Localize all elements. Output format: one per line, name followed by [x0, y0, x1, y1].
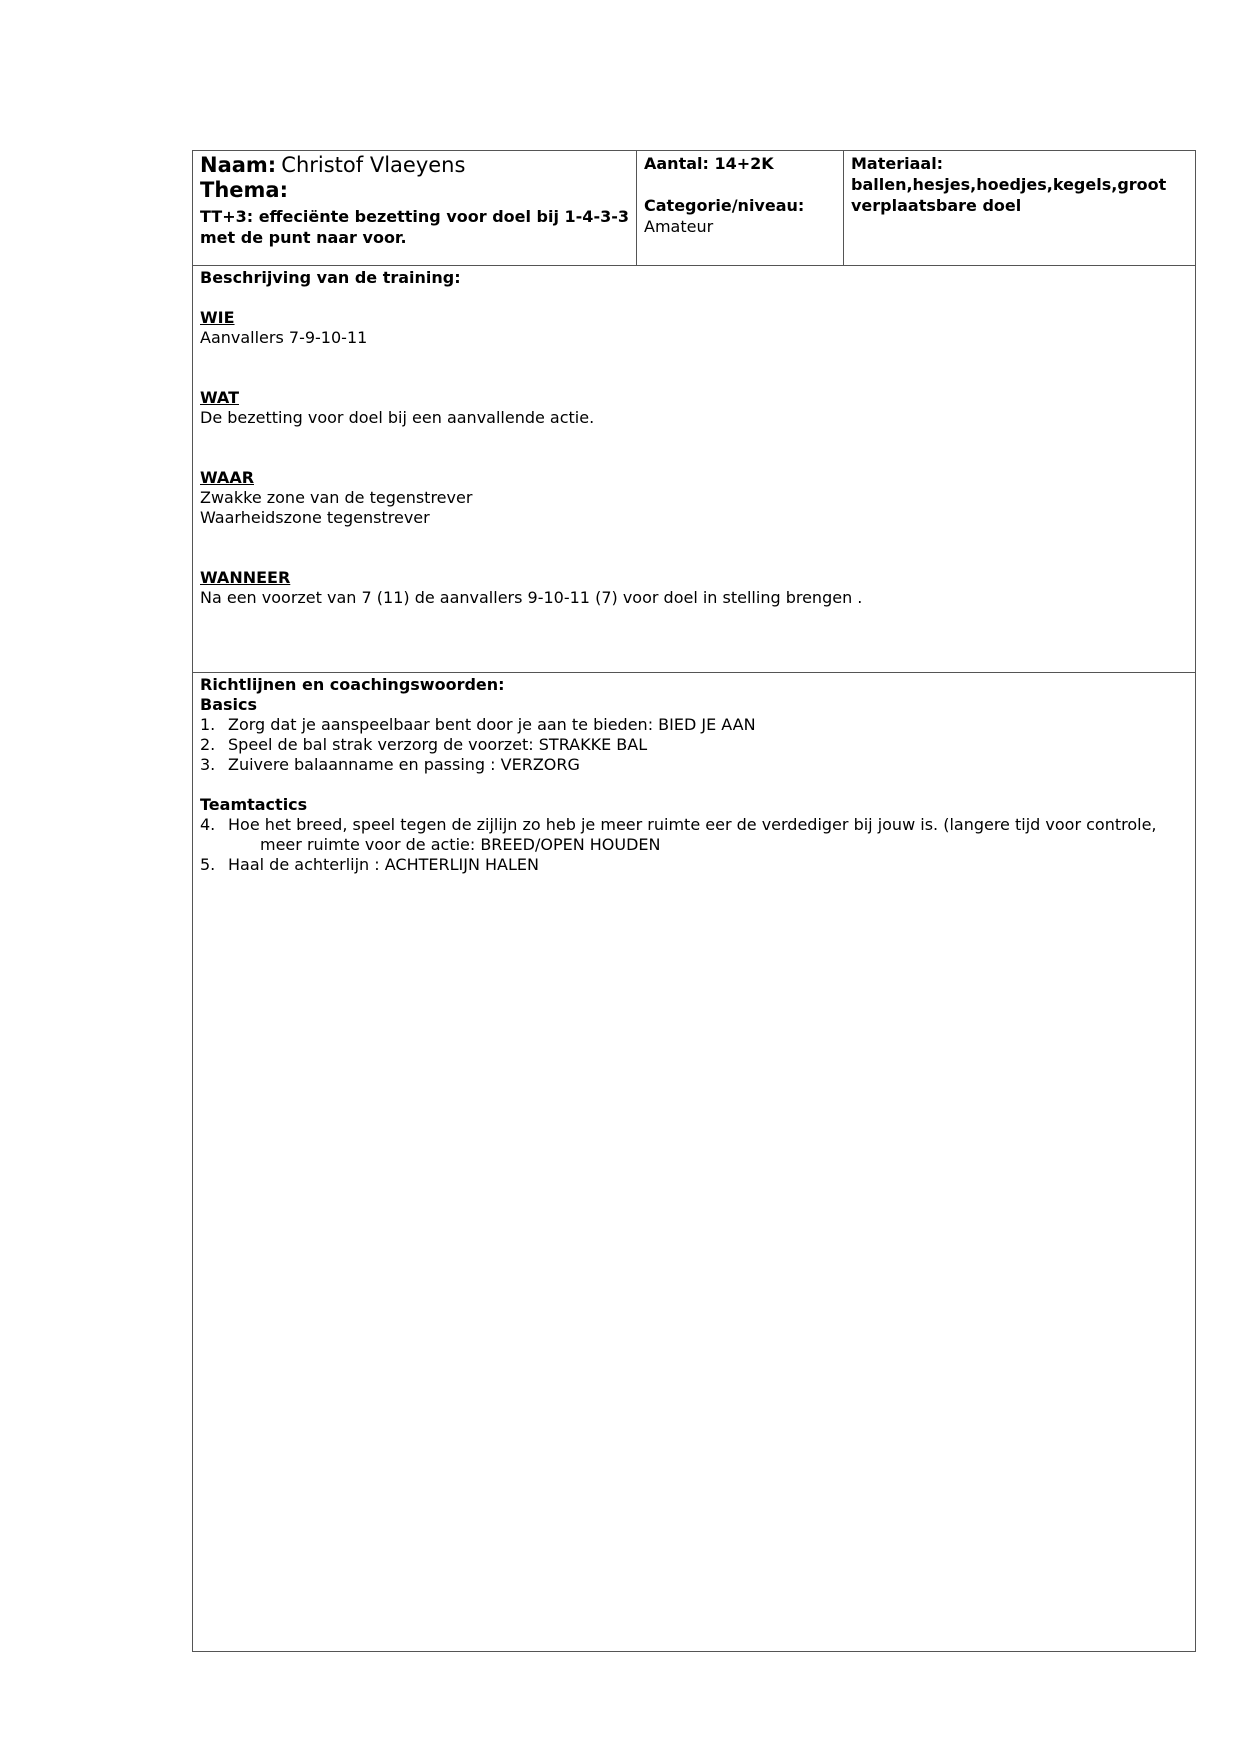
thema-text: TT+3: effeciënte bezetting voor doel bij 1-4-3-3 met de punt naar voor.	[200, 207, 629, 247]
wie-text: Aanvallers 7-9-10-11	[200, 328, 368, 347]
materiaal-label: Materiaal:	[851, 154, 944, 173]
guidelines-section	[193, 673, 1195, 1651]
materiaal-value: ballen,hesjes,hoedjes,kegels,groot verplaatsbare doel	[851, 175, 1167, 215]
waar-block	[200, 468, 1188, 528]
description-title: Beschrijving van de training:	[200, 268, 461, 287]
aantal-categorie-cell	[637, 151, 844, 265]
wat-text: De bezetting voor doel bij een aanvallende actie.	[200, 408, 595, 427]
list-item: 1. Zorg dat je aanspeelbaar bent door je aan te bieden: BIED JE AAN	[200, 715, 756, 734]
list-item: 2. Speel de bal strak verzorg de voorzet: STRAKKE BAL	[200, 735, 648, 754]
thema-label: Thema:	[200, 178, 288, 202]
categorie-label: Categorie/niveau:	[644, 196, 805, 215]
guidelines-title: Richtlijnen en coachingswoorden:	[200, 675, 505, 694]
waar-heading: WAAR	[200, 468, 255, 487]
list-item: 4. Hoe het breed, speel tegen de zijlijn zo heb je meer ruimte eer de verdediger bij jouw is. (langere tijd voor controle, meer ruimte voor de actie: BREED/OPEN HOUDEN	[200, 815, 1157, 854]
list-item: 5. Haal de achterlijn : ACHTERLIJN HALEN	[200, 855, 539, 874]
waar-line-2: Waarheidszone tegenstrever	[200, 508, 430, 527]
aantal-label: Aantal: 14+2K	[644, 154, 774, 173]
wat-block	[200, 388, 1188, 428]
categorie-value: Amateur	[644, 217, 714, 236]
training-sheet	[192, 150, 1196, 1652]
wanneer-heading: WANNEER	[200, 568, 291, 587]
wanneer-text: Na een voorzet van 7 (11) de aanvallers 9-10-11 (7) voor doel in stelling brengen .	[200, 588, 863, 607]
wie-block	[200, 308, 1188, 348]
basics-heading: Basics	[200, 695, 258, 714]
basics-list	[200, 715, 1188, 775]
naam-value: Christof Vlaeyens	[281, 153, 466, 177]
list-item: 3. Zuivere balaanname en passing : VERZORG	[200, 755, 580, 774]
header-row	[193, 151, 1195, 266]
teamtactics-list	[200, 815, 1188, 875]
wanneer-block	[200, 568, 1188, 608]
waar-line-1: Zwakke zone van de tegenstrever	[200, 488, 473, 507]
materiaal-cell	[844, 151, 1195, 265]
wie-heading: WIE	[200, 308, 235, 327]
teamtactics-heading: Teamtactics	[200, 795, 308, 814]
naam-thema-cell	[193, 151, 637, 265]
wat-heading: WAT	[200, 388, 239, 407]
naam-label: Naam:	[200, 153, 277, 177]
description-section	[193, 265, 1195, 673]
